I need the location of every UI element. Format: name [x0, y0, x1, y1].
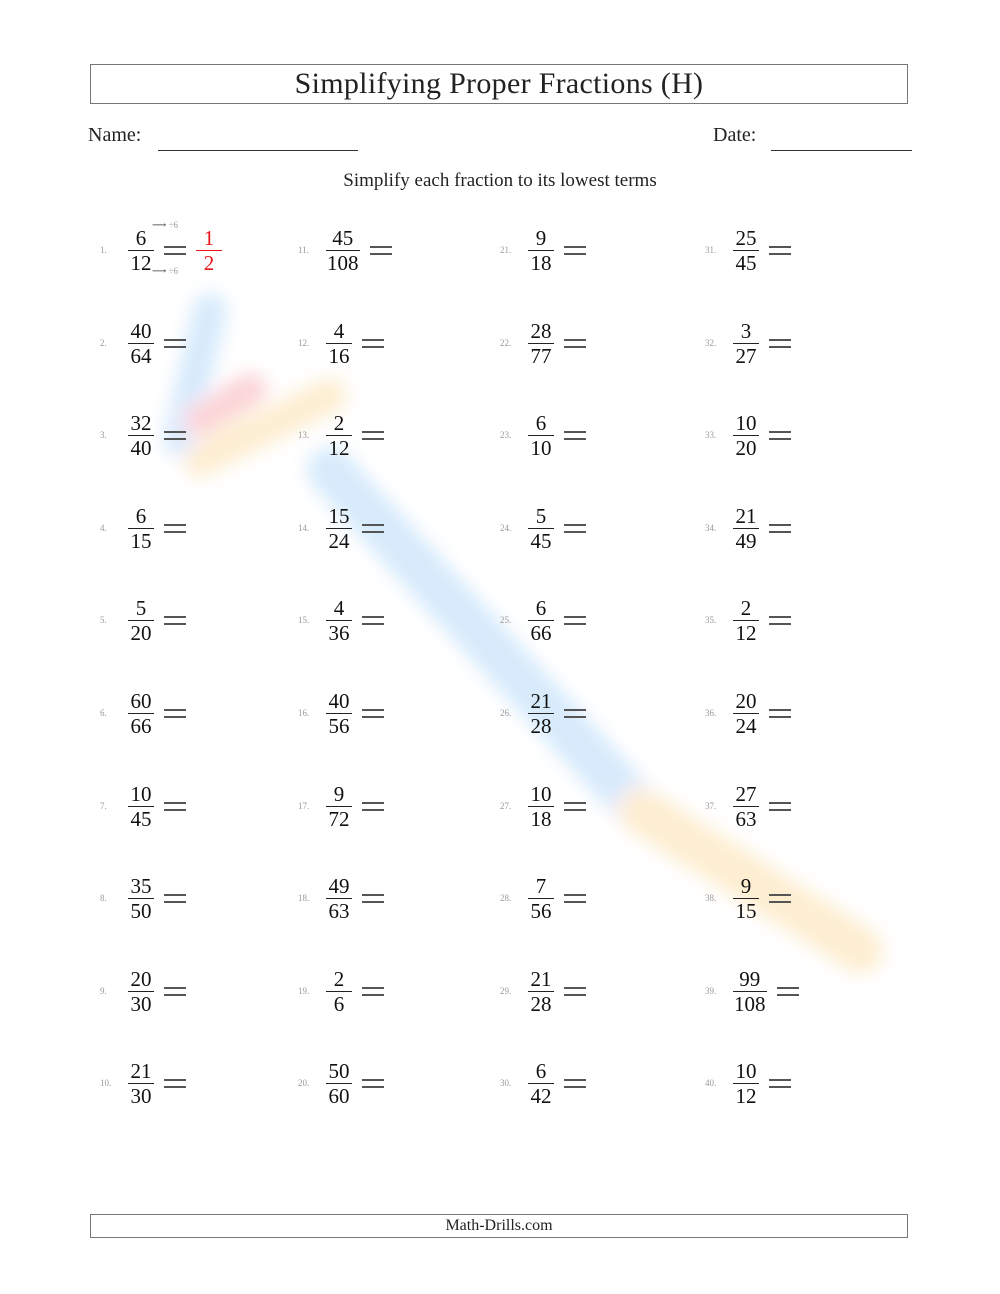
numerator: 50 [328, 1058, 350, 1083]
equals-sign [362, 894, 384, 903]
fraction [528, 320, 554, 367]
numerator: 6 [135, 503, 147, 528]
numerator: 27 [735, 781, 757, 806]
equals-sign [564, 894, 586, 903]
problem-number: 28. [500, 893, 512, 903]
name-date-row [88, 124, 912, 154]
instructions: Simplify each fraction to its lowest terms [343, 170, 657, 191]
equals-sign [362, 524, 384, 533]
problem-item [298, 683, 384, 743]
fraction [733, 320, 759, 367]
problem-item [298, 776, 384, 836]
fraction [528, 968, 554, 1015]
numerator: 7 [535, 873, 547, 898]
problem-item [705, 683, 791, 743]
problem-number: 11. [298, 245, 309, 255]
problem-item [500, 498, 586, 558]
numerator: 32 [130, 410, 152, 435]
fraction [733, 875, 759, 922]
equals-sign [769, 709, 791, 718]
problem-number: 17. [298, 801, 310, 811]
denominator: 24 [735, 713, 757, 738]
problem-item [298, 961, 384, 1021]
equals-sign [564, 802, 586, 811]
denominator: 10 [530, 435, 552, 460]
fraction [733, 227, 759, 274]
fraction [326, 505, 352, 552]
denominator: 40 [130, 435, 152, 460]
denominator: 18 [530, 806, 552, 831]
denominator: 28 [530, 713, 552, 738]
numerator: 6 [535, 410, 547, 435]
numerator: 6 [535, 595, 547, 620]
problem-item [100, 220, 222, 280]
numerator: 25 [735, 225, 757, 250]
arrow-right-icon: ⟶ [152, 220, 167, 231]
footer-text: Math-Drills.com [445, 1217, 553, 1234]
equals-sign [564, 246, 586, 255]
fraction [733, 505, 759, 552]
problem-number: 24. [500, 523, 512, 533]
fraction [733, 968, 767, 1015]
denominator: 50 [130, 898, 152, 923]
denominator: 12 [328, 435, 350, 460]
problem-item [100, 776, 186, 836]
fraction [528, 1060, 554, 1107]
fraction [128, 227, 154, 274]
problem-number: 18. [298, 893, 310, 903]
denominator: 12 [130, 250, 152, 275]
fraction [326, 412, 352, 459]
problem-item [100, 961, 186, 1021]
fraction [326, 320, 352, 367]
denominator: 60 [328, 1083, 350, 1108]
equals-sign [769, 894, 791, 903]
equals-sign [164, 246, 186, 255]
problem-number: 12. [298, 338, 310, 348]
problem-item [705, 1053, 791, 1113]
denominator: 49 [735, 528, 757, 553]
equals-sign [164, 802, 186, 811]
problem-item [298, 590, 384, 650]
problem-item [500, 590, 586, 650]
fraction [528, 597, 554, 644]
numerator: 28 [530, 318, 552, 343]
equals-sign [362, 431, 384, 440]
denominator: 63 [328, 898, 350, 923]
fraction [128, 1060, 154, 1107]
fraction [128, 875, 154, 922]
problem-number: 7. [100, 801, 107, 811]
numerator: 21 [530, 966, 552, 991]
numerator: 15 [328, 503, 350, 528]
denominator: 45 [735, 250, 757, 275]
numerator: 5 [535, 503, 547, 528]
fraction [733, 412, 759, 459]
problem-item [500, 405, 586, 465]
problem-number: 30. [500, 1078, 512, 1088]
denominator: 108 [734, 991, 766, 1016]
denominator: 108 [327, 250, 359, 275]
problem-number: 23. [500, 430, 512, 440]
fraction [733, 597, 759, 644]
numerator: 9 [333, 781, 345, 806]
equals-sign [164, 987, 186, 996]
equals-sign [362, 987, 384, 996]
denominator: 42 [530, 1083, 552, 1108]
problem-number: 19. [298, 986, 310, 996]
problem-number: 15. [298, 615, 310, 625]
problem-item [100, 590, 186, 650]
problem-number: 27. [500, 801, 512, 811]
denominator: 15 [130, 528, 152, 553]
numerator: 6 [535, 1058, 547, 1083]
fraction [128, 320, 154, 367]
equals-sign [362, 709, 384, 718]
problem-number: 29. [500, 986, 512, 996]
arrow-right-icon: ⟶ [152, 266, 167, 277]
denominator: 77 [530, 343, 552, 368]
numerator: 21 [530, 688, 552, 713]
problem-number: 9. [100, 986, 107, 996]
denominator: 66 [530, 620, 552, 645]
problem-number: 34. [705, 523, 717, 533]
fraction [528, 783, 554, 830]
fraction [528, 412, 554, 459]
fraction [128, 690, 154, 737]
problem-number: 26. [500, 708, 512, 718]
fraction [128, 412, 154, 459]
numerator: 45 [332, 225, 354, 250]
title-box [90, 64, 908, 104]
numerator: 99 [739, 966, 761, 991]
problem-item [500, 868, 586, 928]
numerator: 9 [740, 873, 752, 898]
problem-item [298, 405, 384, 465]
denominator: 63 [735, 806, 757, 831]
equals-sign [564, 524, 586, 533]
equals-sign [362, 339, 384, 348]
numerator: 40 [130, 318, 152, 343]
problem-number: 38. [705, 893, 717, 903]
numerator: 9 [535, 225, 547, 250]
problem-number: 14. [298, 523, 310, 533]
numerator: 40 [328, 688, 350, 713]
equals-sign [362, 1079, 384, 1088]
equals-sign [164, 894, 186, 903]
problem-number: 31. [705, 245, 717, 255]
numerator: 10 [130, 781, 152, 806]
equals-sign [164, 339, 186, 348]
problem-item [500, 220, 586, 280]
equals-sign [769, 1079, 791, 1088]
problem-item [705, 313, 791, 373]
denominator: 36 [328, 620, 350, 645]
problem-item [298, 498, 384, 558]
problem-item [298, 220, 392, 280]
problem-number: 37. [705, 801, 717, 811]
equals-sign [777, 987, 799, 996]
fraction [326, 968, 352, 1015]
problem-number: 32. [705, 338, 717, 348]
numerator: 21 [735, 503, 757, 528]
equals-sign [564, 339, 586, 348]
problem-item [298, 1053, 384, 1113]
denominator: 64 [130, 343, 152, 368]
problem-item [705, 220, 791, 280]
divisor-hint-top: ⟶ ÷6 [152, 220, 179, 231]
problem-number: 10. [100, 1078, 112, 1088]
equals-sign [164, 616, 186, 625]
problem-number: 8. [100, 893, 107, 903]
fraction [326, 690, 352, 737]
problem-number: 21. [500, 245, 512, 255]
problem-item [500, 776, 586, 836]
denominator: 12 [735, 620, 757, 645]
equals-sign [164, 524, 186, 533]
problem-item [500, 1053, 586, 1113]
denominator: 16 [328, 343, 350, 368]
denominator: 18 [530, 250, 552, 275]
fraction [128, 505, 154, 552]
fraction [128, 968, 154, 1015]
equals-sign [362, 802, 384, 811]
numerator: 20 [130, 966, 152, 991]
problem-number: 35. [705, 615, 717, 625]
problem-item [100, 1053, 186, 1113]
numerator: 2 [333, 410, 345, 435]
fraction [326, 875, 352, 922]
equals-sign [769, 246, 791, 255]
problem-item [298, 313, 384, 373]
fraction [528, 690, 554, 737]
answer-numerator: 1 [203, 225, 215, 250]
name-field[interactable] [158, 150, 358, 151]
fraction [326, 783, 352, 830]
problem-item [705, 590, 791, 650]
numerator: 2 [740, 595, 752, 620]
fraction [128, 597, 154, 644]
numerator: 21 [130, 1058, 152, 1083]
example-answer [196, 227, 222, 274]
problem-item [100, 498, 186, 558]
fraction [733, 1060, 759, 1107]
numerator: 6 [135, 225, 147, 250]
denominator: 24 [328, 528, 350, 553]
footer-box [90, 1214, 908, 1238]
numerator: 2 [333, 966, 345, 991]
numerator: 4 [333, 318, 345, 343]
numerator: 10 [735, 410, 757, 435]
numerator: 3 [740, 318, 752, 343]
date-field[interactable] [771, 150, 912, 151]
problem-number: 4. [100, 523, 107, 533]
numerator: 10 [735, 1058, 757, 1083]
problem-item [705, 961, 799, 1021]
problem-number: 40. [705, 1078, 717, 1088]
date-label: Date: [713, 124, 757, 146]
denominator: 20 [735, 435, 757, 460]
denominator: 20 [130, 620, 152, 645]
equals-sign [564, 709, 586, 718]
page-title: Simplifying Proper Fractions (H) [294, 67, 704, 100]
equals-sign [769, 802, 791, 811]
problem-number: 2. [100, 338, 107, 348]
problem-number: 22. [500, 338, 512, 348]
fraction [326, 227, 360, 274]
divisor-hint-bottom: ⟶ ÷6 [152, 266, 179, 277]
problem-number: 25. [500, 615, 512, 625]
equals-sign [769, 431, 791, 440]
equals-sign [564, 616, 586, 625]
numerator: 49 [328, 873, 350, 898]
problem-number: 36. [705, 708, 717, 718]
numerator: 4 [333, 595, 345, 620]
numerator: 35 [130, 873, 152, 898]
fraction [326, 597, 352, 644]
denominator: 56 [530, 898, 552, 923]
problem-number: 39. [705, 986, 717, 996]
equals-sign [769, 524, 791, 533]
fraction [733, 783, 759, 830]
equals-sign [564, 431, 586, 440]
problem-item [705, 776, 791, 836]
denominator: 6 [333, 991, 345, 1016]
equals-sign [564, 987, 586, 996]
problem-number: 3. [100, 430, 107, 440]
denominator: 56 [328, 713, 350, 738]
denominator: 45 [130, 806, 152, 831]
equals-sign [164, 431, 186, 440]
denominator: 27 [735, 343, 757, 368]
fraction [528, 505, 554, 552]
name-label: Name: [88, 124, 142, 146]
denominator: 12 [735, 1083, 757, 1108]
equals-sign [769, 339, 791, 348]
equals-sign [164, 709, 186, 718]
fraction [128, 783, 154, 830]
equals-sign [769, 616, 791, 625]
equals-sign [370, 246, 392, 255]
problem-item [500, 313, 586, 373]
numerator: 20 [735, 688, 757, 713]
problem-item [100, 683, 186, 743]
equals-sign [564, 1079, 586, 1088]
problem-number: 6. [100, 708, 107, 718]
numerator: 60 [130, 688, 152, 713]
problem-item [500, 683, 586, 743]
fraction [326, 1060, 352, 1107]
answer-denominator: 2 [203, 250, 215, 275]
problem-number: 1. [100, 245, 107, 255]
denominator: 30 [130, 991, 152, 1016]
problem-item [100, 868, 186, 928]
equals-sign [164, 1079, 186, 1088]
denominator: 15 [735, 898, 757, 923]
problem-item [298, 868, 384, 928]
equals-sign [362, 616, 384, 625]
problem-item [100, 313, 186, 373]
problem-item [705, 405, 791, 465]
problem-item [705, 868, 791, 928]
numerator: 10 [530, 781, 552, 806]
problem-number: 16. [298, 708, 310, 718]
numerator: 5 [135, 595, 147, 620]
fraction [733, 690, 759, 737]
denominator: 30 [130, 1083, 152, 1108]
denominator: 45 [530, 528, 552, 553]
problem-number: 33. [705, 430, 717, 440]
problem-number: 20. [298, 1078, 310, 1088]
denominator: 72 [328, 806, 350, 831]
denominator: 28 [530, 991, 552, 1016]
denominator: 66 [130, 713, 152, 738]
problem-item [705, 498, 791, 558]
problem-number: 5. [100, 615, 107, 625]
problem-item [100, 405, 186, 465]
problem-number: 13. [298, 430, 310, 440]
fraction [528, 875, 554, 922]
problem-item [500, 961, 586, 1021]
fraction [528, 227, 554, 274]
